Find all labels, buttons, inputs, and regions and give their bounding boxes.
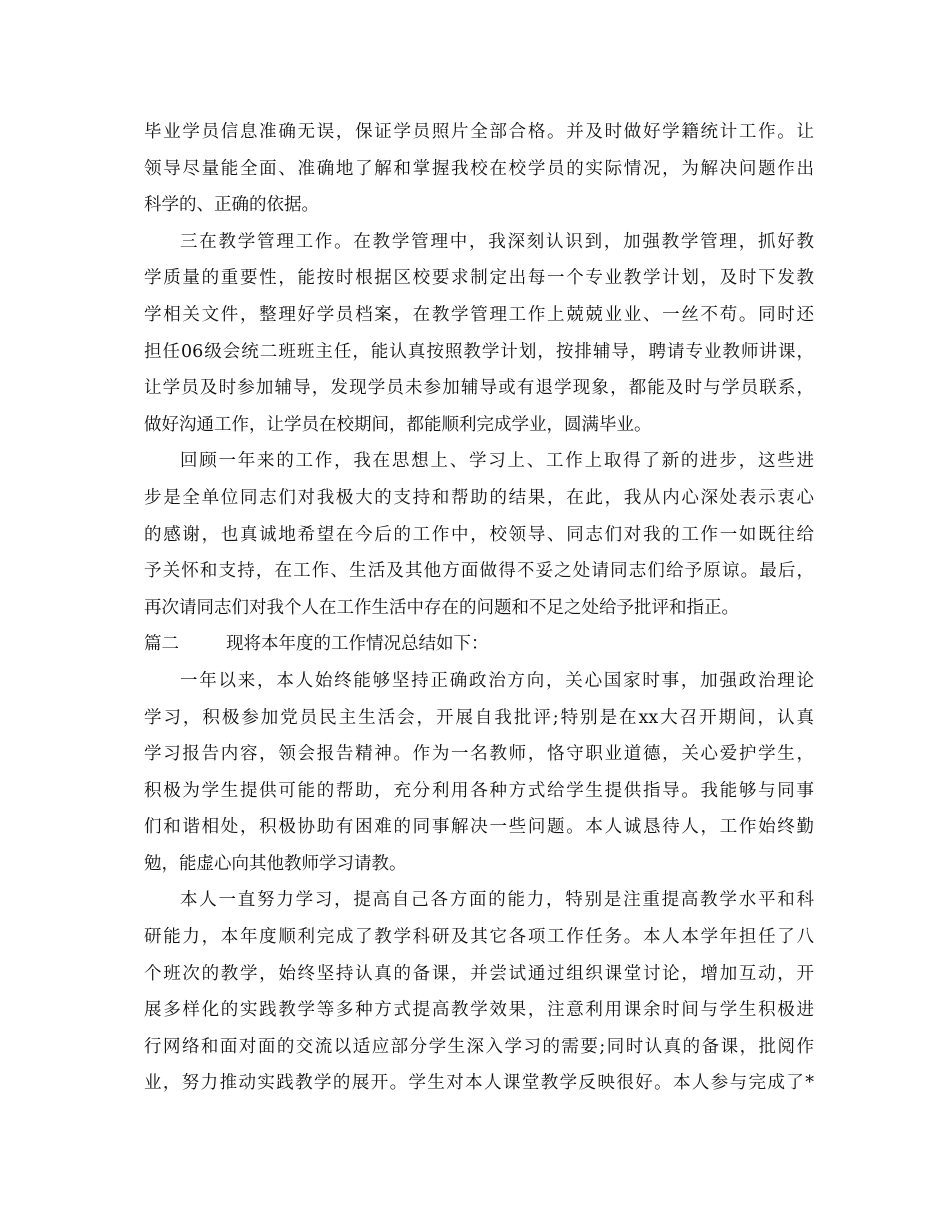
text-line: 展多样化的实践教学等多种方式提高教学效果，注意利用课余时间与学生积极进: [144, 1000, 814, 1021]
text-line: 个班次的教学，始终坚持认真的备课，并尝试通过组织课堂讨论，增加互动，开: [144, 963, 814, 984]
paragraph: [144, 114, 814, 224]
paragraph: [144, 443, 814, 626]
text-line: 积极为学生提供可能的帮助，充分利用各种方式给学生提供指导。我能够与同事: [144, 780, 814, 801]
text-line: 回顾一年来的工作，我在思想上、学习上、工作上取得了新的进步，这些进: [180, 451, 814, 472]
text-line: 勉，能虚心向其他教师学习请教。: [144, 853, 407, 874]
text-line: 学质量的重要性，能按时根据区校要求制定出每一个专业教学计划，及时下发教: [144, 268, 814, 289]
text-line: 予关怀和支持，在工作、生活及其他方面做得不妥之处请同志们给予原谅。最后，: [144, 561, 814, 582]
paragraph: [144, 882, 814, 1102]
paragraph: [144, 663, 814, 883]
document-body: [144, 114, 814, 1102]
text-line: 科学的、正确的依据。: [144, 195, 319, 216]
text-line: 再次请同志们对我个人在工作生活中存在的问题和不足之处给予批评和指正。: [144, 597, 739, 618]
text-line: 学习报告内容，领会报告精神。作为一名教师，恪守职业道德，关心爱护学生，: [144, 744, 814, 765]
text-line: 让学员及时参加辅导，发现学员未参加辅导或有退学现象，都能及时与学员联系，: [144, 378, 814, 399]
text-line: 学相关文件，整理好学员档案，在教学管理工作上兢兢业业、一丝不苟。同时还: [144, 304, 814, 325]
text-line: 的感谢，也真诚地希望在今后的工作中，校领导、同志们对我的工作一如既往给: [144, 524, 814, 545]
text-line: 业，努力推动实践教学的展开。学生对本人课堂教学反映很好。本人参与完成了*: [144, 1073, 814, 1094]
text-line: 步是全单位同志们对我极大的支持和帮助的结果，在此，我从内心深处表示衷心: [144, 487, 814, 508]
text-line: 学习，积极参加党员民主生活会，开展自我批评;特别是在xx大召开期间，认真: [144, 707, 814, 728]
text-line: 一年以来，本人始终能够坚持正确政治方向，关心国家时事，加强政治理论: [180, 670, 814, 691]
text-line: 担任06级会统二班班主任，能认真按照教学计划，按排辅导，聘请专业教师讲课，: [144, 341, 814, 362]
section-label: 篇二: [144, 634, 179, 655]
text-line: 领导尽量能全面、准确地了解和掌握我校在校学员的实际情况，为解决问题作出: [144, 158, 814, 179]
text-line: 做好沟通工作，让学员在校期间，都能顺利完成学业，圆满毕业。: [144, 414, 652, 435]
text-line: 本人一直努力学习，提高自己各方面的能力，特别是注重提高教学水平和科: [180, 890, 814, 911]
paragraph: [144, 224, 814, 444]
text-line: 三在教学管理工作。在教学管理中，我深刻认识到，加强教学管理，抓好教: [180, 231, 814, 252]
section-heading-text: 现将本年度的工作情况总结如下：: [226, 634, 489, 655]
text-line: 们和谐相处，积极协助有困难的同事解决一些问题。本人诚恳待人，工作始终勤: [144, 817, 814, 838]
text-line: 研能力，本年度顺利完成了教学科研及其它各项工作任务。本人本学年担任了八: [144, 927, 814, 948]
text-line: 行网络和面对面的交流以适应部分学生深入学习的需要;同时认真的备课，批阅作: [144, 1036, 814, 1057]
section-heading: [144, 626, 814, 663]
text-line: 毕业学员信息准确无误，保证学员照片全部合格。并及时做好学籍统计工作。让: [144, 122, 814, 142]
